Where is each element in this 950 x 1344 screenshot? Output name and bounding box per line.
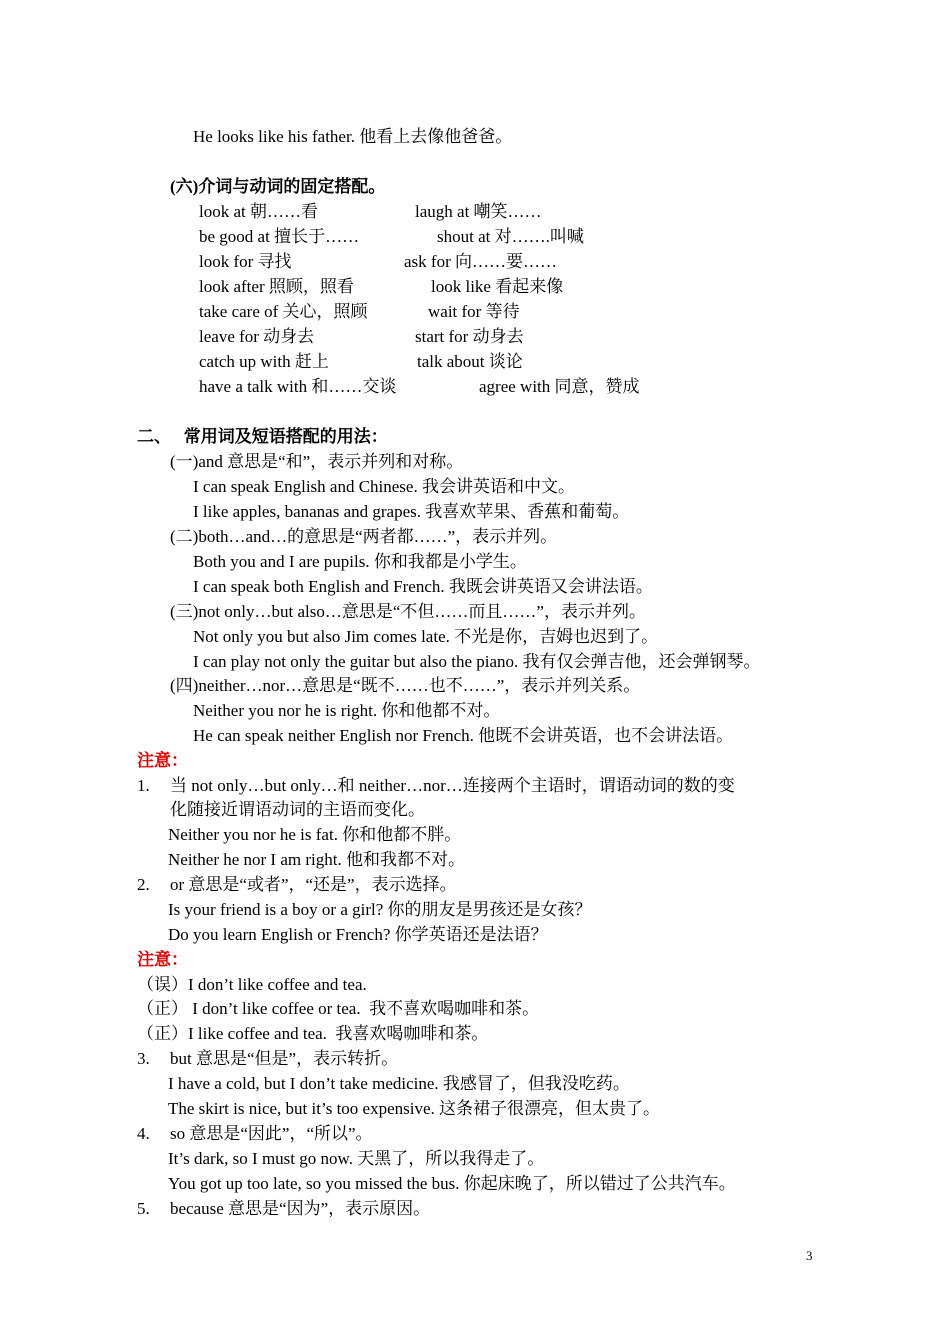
subsection-title: (三)not only…but also…意思是“不但……而且……”，表示并列。 [170, 602, 646, 621]
subsection-title: (四)neither…nor…意思是“既不……也不……”，表示并列关系。 [170, 676, 641, 695]
note-line: （误）I don’t like coffee and tea. [137, 975, 367, 994]
example-sentence: Neither you nor he is right. 你和他都不对。 [193, 701, 501, 720]
example-sentence: I can speak English and Chinese. 我会讲英语和中文。 [193, 477, 575, 496]
phrase-right: laugh at 嘲笑…… [415, 202, 542, 221]
phrase-right: wait for 等待 [428, 302, 520, 321]
example-sentence: The skirt is nice, but it’s too expensive. 这条裙子很漂亮，但太贵了。 [168, 1099, 661, 1118]
subsection-title: (二)both…and…的意思是“两者都……”，表示并列。 [170, 527, 558, 546]
item-number: 4. [137, 1124, 150, 1143]
phrase-left: be good at 擅长于…… [199, 227, 360, 246]
example-sentence: Not only you but also Jim comes late. 不光是你，吉姆也迟到了。 [193, 627, 659, 646]
item-text: so 意思是“因此”，“所以”。 [170, 1124, 373, 1143]
note-line: （正） I don’t like coffee or tea. 我不喜欢喝咖啡和茶。 [137, 999, 540, 1018]
example-sentence: He can speak neither English nor French. 他既不会讲英语，也不会讲法语。 [193, 726, 734, 745]
item-text: or 意思是“或者”，“还是”，表示选择。 [170, 875, 457, 894]
example-sentence: Neither you nor he is fat. 你和他都不胖。 [168, 825, 462, 844]
subsection-title: (一)and 意思是“和”，表示并列和对称。 [170, 452, 464, 471]
intro-example: He looks like his father. 他看上去像他爸爸。 [193, 127, 513, 146]
example-sentence: I like apples, bananas and grapes. 我喜欢苹果、香蕉和葡萄。 [193, 502, 630, 521]
phrase-left: take care of 关心，照顾 [199, 302, 368, 321]
example-sentence: I have a cold, but I don’t take medicine. 我感冒了，但我没吃药。 [168, 1074, 630, 1093]
item-number: 2. [137, 875, 150, 894]
example-sentence: Is your friend is a boy or a girl? 你的朋友是男孩还是女孩？ [168, 900, 592, 919]
example-sentence: It’s dark, so I must go now. 天黑了，所以我得走了。 [168, 1149, 545, 1168]
example-sentence: I can play not only the guitar but also the piano. 我有仅会弹吉他，还会弹钢琴。 [193, 652, 761, 671]
phrase-left: look after 照顾，照看 [199, 277, 354, 296]
phrase-left: catch up with 赶上 [199, 352, 329, 371]
phrase-right: agree with 同意，赞成 [479, 377, 640, 396]
phrase-right: start for 动身去 [415, 327, 524, 346]
example-sentence: I can speak both English and French. 我既会讲英语又会讲法语。 [193, 577, 653, 596]
example-sentence: Do you learn English or French? 你学英语还是法语？ [168, 925, 548, 944]
example-sentence: Both you and I are pupils. 你和我都是小学生。 [193, 552, 527, 571]
section-6-heading: (六)介词与动词的固定搭配。 [170, 177, 386, 196]
phrase-left: look for 寻找 [199, 252, 292, 271]
phrase-right: shout at 对…….叫喊 [437, 227, 584, 246]
item-number: 5. [137, 1199, 150, 1218]
page-number: 3 [806, 1248, 813, 1263]
item-text-continued: 化随接近谓语动词的主语而变化。 [170, 800, 425, 819]
example-sentence: You got up too late, so you missed the bus. 你起床晚了，所以错过了公共汽车。 [168, 1174, 736, 1193]
phrase-left: leave for 动身去 [199, 327, 315, 346]
note-line: （正）I like coffee and tea. 我喜欢喝咖啡和茶。 [137, 1024, 489, 1043]
phrase-right: talk about 谈论 [417, 352, 523, 371]
phrase-left: look at 朝……看 [199, 202, 318, 221]
phrase-left: have a talk with 和……交谈 [199, 377, 397, 396]
item-text: because 意思是“因为”，表示原因。 [170, 1199, 431, 1218]
section-2-heading: 二、 常用词及短语搭配的用法： [137, 427, 388, 446]
item-number: 1. [137, 776, 150, 795]
note-label: 注意： [137, 950, 188, 969]
item-text: but 意思是“但是”，表示转折。 [170, 1049, 399, 1068]
phrase-right: ask for 向……要…… [404, 252, 557, 271]
item-number: 3. [137, 1049, 150, 1068]
note-label: 注意： [137, 751, 188, 770]
phrase-right: look like 看起来像 [431, 277, 564, 296]
example-sentence: Neither he nor I am right. 他和我都不对。 [168, 850, 465, 869]
item-text: 当 not only…but only…和 neither…nor…连接两个主语时，谓语动词的数的变 [170, 776, 735, 795]
